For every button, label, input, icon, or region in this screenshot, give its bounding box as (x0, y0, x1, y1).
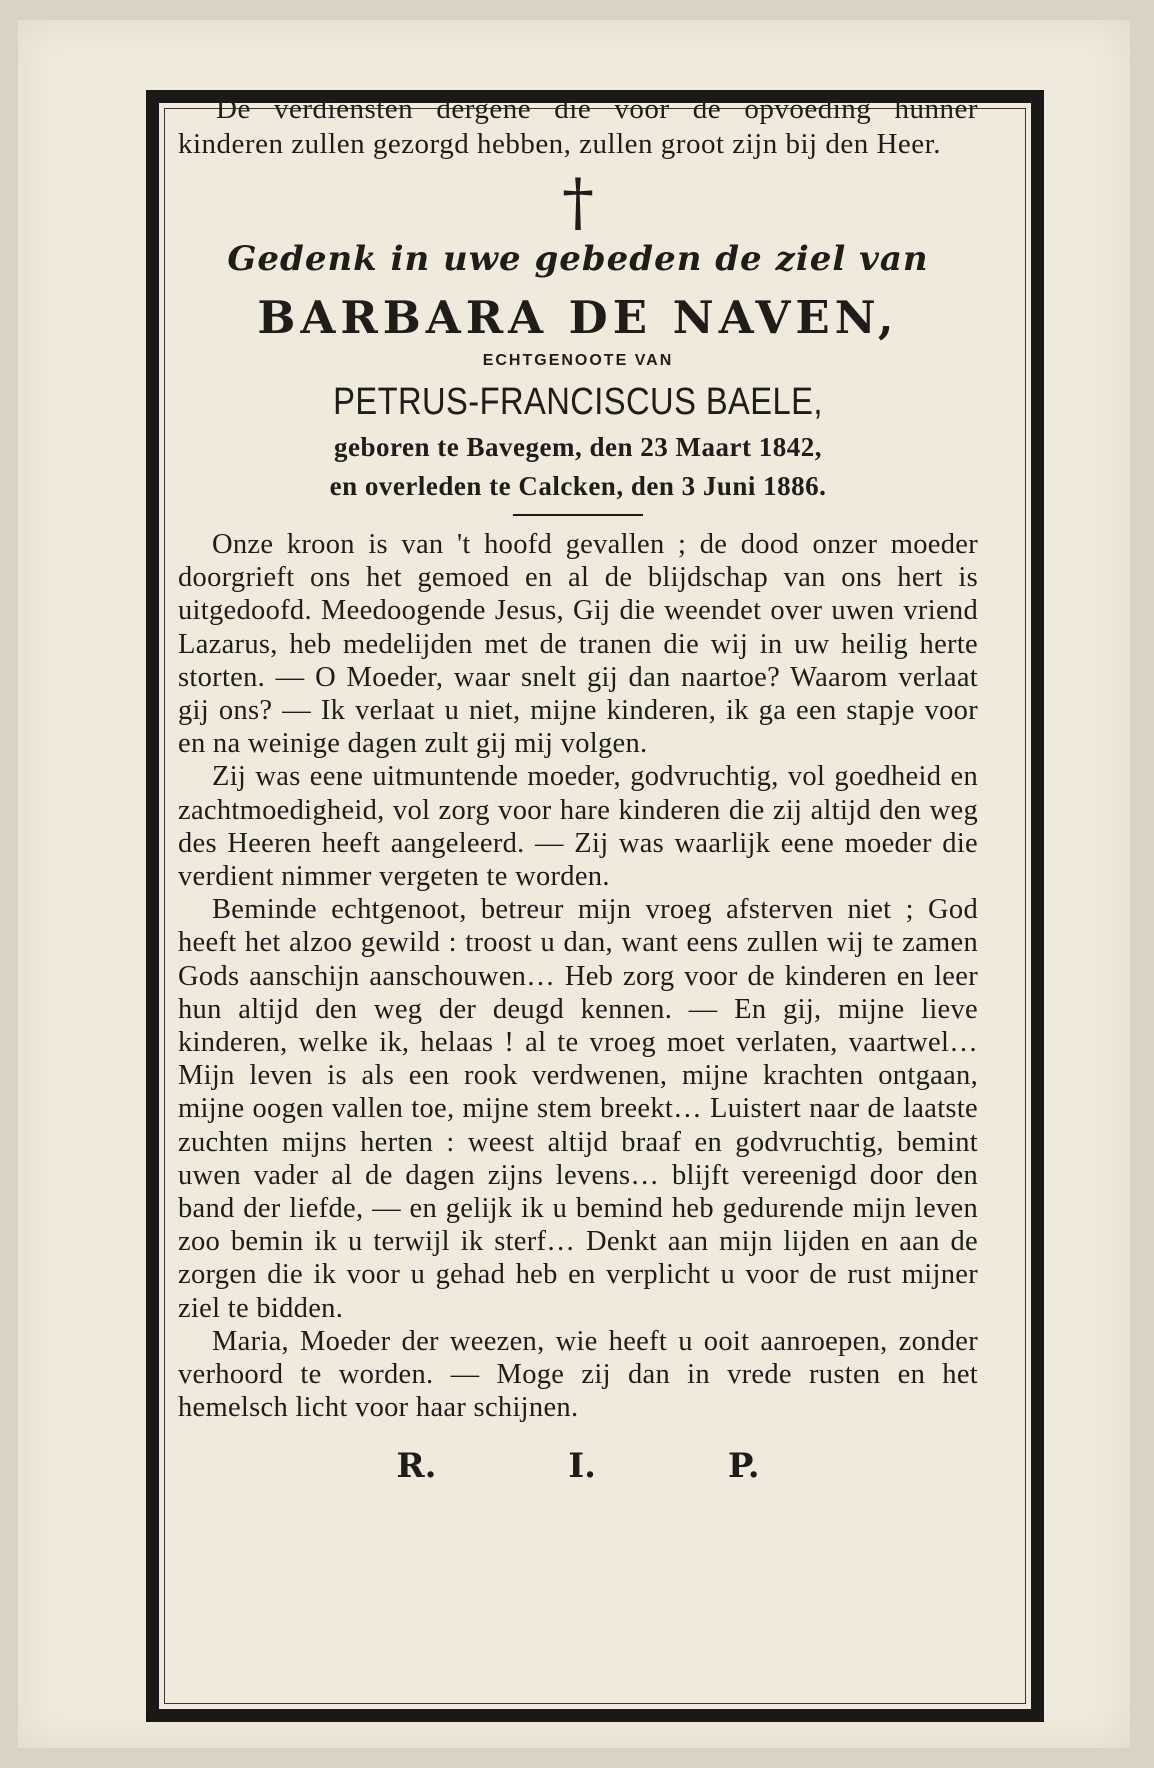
remember-line: Gedenk in uwe gebeden de ziel van (227, 239, 929, 279)
deceased-name: BARBARA DE NAVEN, (257, 291, 899, 344)
epigraph: De verdiensten dergene die voor de opvoeding hunner kinderen zullen gezorgd hebben, zullen groot zijn bij den Heer. (178, 93, 978, 160)
paragraph: Beminde echtgenoot, betreur mijn vroeg afsterven niet ; God heeft het alzoo gewild : troost u dan, want eens zullen wij te zamen Gods aanschijn aanschouwen… Heb zorg voor de kinderen en leer hun altijd den weg der deugd kennen. — En gij, mijne lieve kinderen, welke ik, helaas ! al te vroeg moet verlaten, vaartwel… Mijn leven is als een rook verdwenen, mijne krachten ontgaan, mijne oogen vallen toe, mijne stem breekt… Luistert naar de laatste zuchten mijns herten : weest altijd braaf en godvruchtig, bemint uwen vader al de dagen zijns levens… blijft vereenigd door den band der liefde, — en gelijk ik u bemind heb gedurende mijn leven zoo bemin ik u terwijl ik sterf… Denkt aan mijn lijden en aan de zorgen die ik voor u gehad heb en verplicht u voor de rust mijner ziel te bidden. (178, 894, 978, 1324)
paragraph: Maria, Moeder der weezen, wie heeft u ooit aanroepen, zonder verhoord te worden. — Moge zij dan in vrede rusten en het hemelsch licht voor haar schijnen. (178, 1325, 978, 1424)
card-content (178, 92, 978, 1486)
death-line: en overleden te Calcken, den 3 Juni 1886. (329, 471, 827, 501)
rip-closing: R. I. P. (396, 1446, 760, 1487)
spouse-name: PETRUS-FRANCISCUS BAELE, (333, 381, 823, 423)
divider (513, 514, 643, 516)
cross-icon: † (562, 166, 594, 240)
paragraph: Zij was eene uitmuntende moeder, godvruchtig, vol goedheid en zachtmoedigheid, vol zorg voor hare kinderen die zij altijd den weg des Heeren heeft aangeleerd. — Zij was waarlijk eene moeder die verdient nimmer vergeten te worden. (178, 761, 978, 893)
birth-line: geboren te Bavegem, den 23 Maart 1842, (334, 432, 822, 462)
prayer-text (178, 528, 978, 1424)
paragraph: Onze kroon is van 't hoofd gevallen ; de dood onzer moeder doorgrieft ons het gemoed en al de blijdschap van ons hert is uitgedoofd. Meedoogende Jesus, Gij die weendet over uwen vriend Lazarus, heb medelijden met de tranen die wij in uw heilig herte storten. — O Moeder, waar snelt gij dan naartoe? Waarom verlaat gij ons? — Ik verlaat u niet, mijne kinderen, ik ga een stapje voor en na weinige dagen zult gij mij volgen. (178, 529, 978, 760)
spouse-label: ECHTGENOOTE VAN (482, 352, 674, 369)
